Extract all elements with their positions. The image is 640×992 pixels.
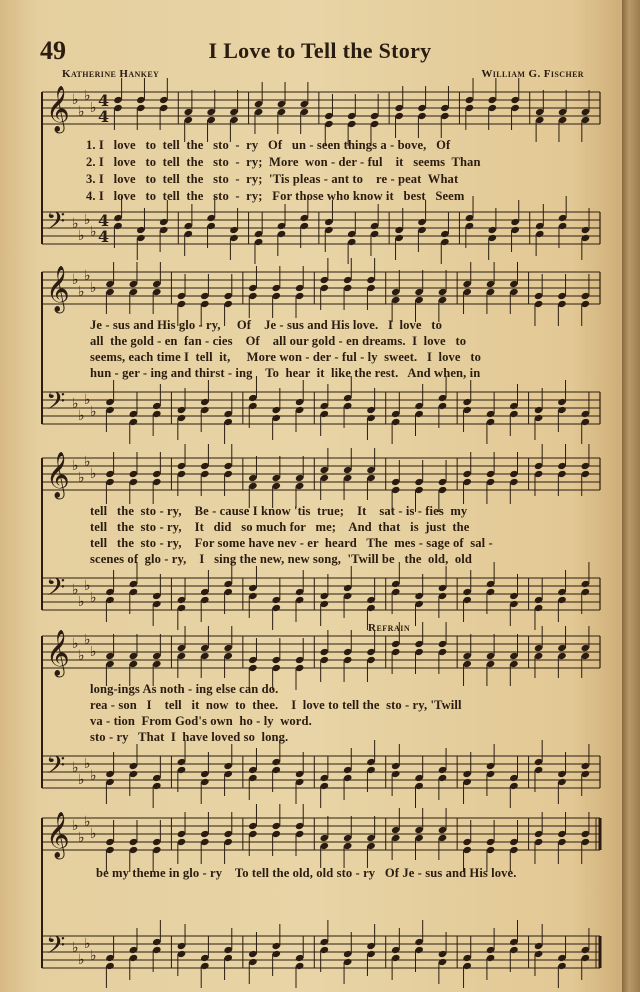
flat-icon: ♭ bbox=[84, 756, 91, 772]
author-credit: Katherine Hankey bbox=[62, 68, 160, 80]
flat-icon: ♭ bbox=[84, 814, 91, 830]
time-signature: 4 bbox=[98, 227, 110, 246]
flat-icon: ♭ bbox=[84, 268, 91, 284]
lyric-line: tell the sto - ry, Be - cause I know 'tis true; It sat - is - fies my bbox=[90, 504, 468, 518]
flat-icon: ♭ bbox=[84, 392, 91, 408]
flat-icon: ♭ bbox=[72, 92, 79, 108]
hymn-title: I Love to Tell the Story bbox=[208, 38, 432, 63]
flat-icon: ♭ bbox=[78, 772, 85, 788]
flat-icon: ♭ bbox=[78, 104, 85, 120]
time-signature: 4 bbox=[98, 211, 110, 230]
flat-icon: ♭ bbox=[78, 228, 85, 244]
flat-icon: ♭ bbox=[84, 936, 91, 952]
flat-icon: ♭ bbox=[78, 952, 85, 968]
flat-icon: ♭ bbox=[90, 100, 97, 116]
lyric-line: rea - son I tell it now to thee. I love to tell the sto - ry, 'Twill bbox=[90, 698, 462, 712]
lyric-line: long-ings As noth - ing else can do. bbox=[90, 682, 279, 696]
bass-clef-icon: 𝄢 bbox=[46, 387, 66, 422]
bass-clef-icon: 𝄢 bbox=[46, 207, 66, 242]
flat-icon: ♭ bbox=[90, 644, 97, 660]
flat-icon: ♭ bbox=[90, 768, 97, 784]
lyric-line: 3. I love to tell the sto - ry; 'Tis pleas - ant to re - peat What bbox=[86, 172, 459, 186]
flat-icon: ♭ bbox=[84, 578, 91, 594]
flat-icon: ♭ bbox=[72, 272, 79, 288]
flat-icon: ♭ bbox=[90, 826, 97, 842]
time-signature: 4 bbox=[98, 107, 110, 126]
composer-credit: William G. Fischer bbox=[481, 68, 584, 80]
treble-clef-icon: 𝄞 bbox=[46, 812, 70, 858]
flat-icon: ♭ bbox=[90, 466, 97, 482]
flat-icon: ♭ bbox=[78, 470, 85, 486]
lyric-line: scenes of glo - ry, I sing the new, new song, 'Twill be the old, old bbox=[90, 552, 473, 566]
flat-icon: ♭ bbox=[90, 224, 97, 240]
flat-icon: ♭ bbox=[72, 458, 79, 474]
treble-clef-icon: 𝄞 bbox=[46, 86, 70, 132]
flat-icon: ♭ bbox=[72, 760, 79, 776]
flat-icon: ♭ bbox=[90, 590, 97, 606]
lyric-line: sto - ry That I have loved so long. bbox=[90, 730, 289, 744]
flat-icon: ♭ bbox=[72, 636, 79, 652]
refrain-label: Refrain bbox=[368, 622, 411, 634]
flat-icon: ♭ bbox=[78, 594, 85, 610]
flat-icon: ♭ bbox=[84, 632, 91, 648]
treble-clef-icon: 𝄞 bbox=[46, 630, 70, 676]
lyric-line: all the gold - en fan - cies Of all our gold - en dreams. I love to bbox=[90, 334, 467, 348]
lyric-line: tell the sto - ry, For some have nev - er heard The mes - sage of sal - bbox=[90, 536, 493, 550]
lyric-line: va - tion From God's own ho - ly word. bbox=[90, 714, 312, 728]
lyric-line: seems, each time I tell it, More won - der - ful - ly sweet. I love to bbox=[90, 350, 482, 364]
flat-icon: ♭ bbox=[90, 404, 97, 420]
flat-icon: ♭ bbox=[84, 88, 91, 104]
bass-clef-icon: 𝄢 bbox=[46, 931, 66, 966]
flat-icon: ♭ bbox=[72, 396, 79, 412]
treble-clef-icon: 𝄞 bbox=[46, 266, 70, 312]
flat-icon: ♭ bbox=[72, 582, 79, 598]
hymn-number: 49 bbox=[40, 36, 66, 65]
bass-clef-icon: 𝄢 bbox=[46, 573, 66, 608]
flat-icon: ♭ bbox=[72, 216, 79, 232]
flat-icon: ♭ bbox=[78, 408, 85, 424]
flat-icon: ♭ bbox=[84, 454, 91, 470]
lyric-line: 4. I love to tell the sto - ry; For those who know it best Seem bbox=[86, 189, 465, 203]
lyric-line: be my theme in glo - ry To tell the old, old sto - ry Of Je - sus and His love. bbox=[96, 866, 517, 880]
flat-icon: ♭ bbox=[72, 818, 79, 834]
lyric-line: hun - ger - ing and thirst - ing To hear it like the rest. And when, in bbox=[90, 366, 481, 380]
flat-icon: ♭ bbox=[78, 830, 85, 846]
bass-clef-icon: 𝄢 bbox=[46, 751, 66, 786]
treble-clef-icon: 𝄞 bbox=[46, 452, 70, 498]
flat-icon: ♭ bbox=[72, 940, 79, 956]
flat-icon: ♭ bbox=[90, 948, 97, 964]
flat-icon: ♭ bbox=[78, 284, 85, 300]
time-signature: 4 bbox=[98, 91, 110, 110]
flat-icon: ♭ bbox=[90, 280, 97, 296]
flat-icon: ♭ bbox=[84, 212, 91, 228]
lyric-line: 1. I love to tell the sto - ry Of un - seen things a - bove, Of bbox=[86, 138, 451, 152]
lyric-line: 2. I love to tell the sto - ry; More won - der - ful it seems Than bbox=[86, 155, 481, 169]
lyric-line: tell the sto - ry, It did so much for me; And that is just the bbox=[90, 520, 470, 534]
flat-icon: ♭ bbox=[78, 648, 85, 664]
lyric-line: Je - sus and His glo - ry, Of Je - sus and His love. I love to bbox=[90, 318, 442, 332]
